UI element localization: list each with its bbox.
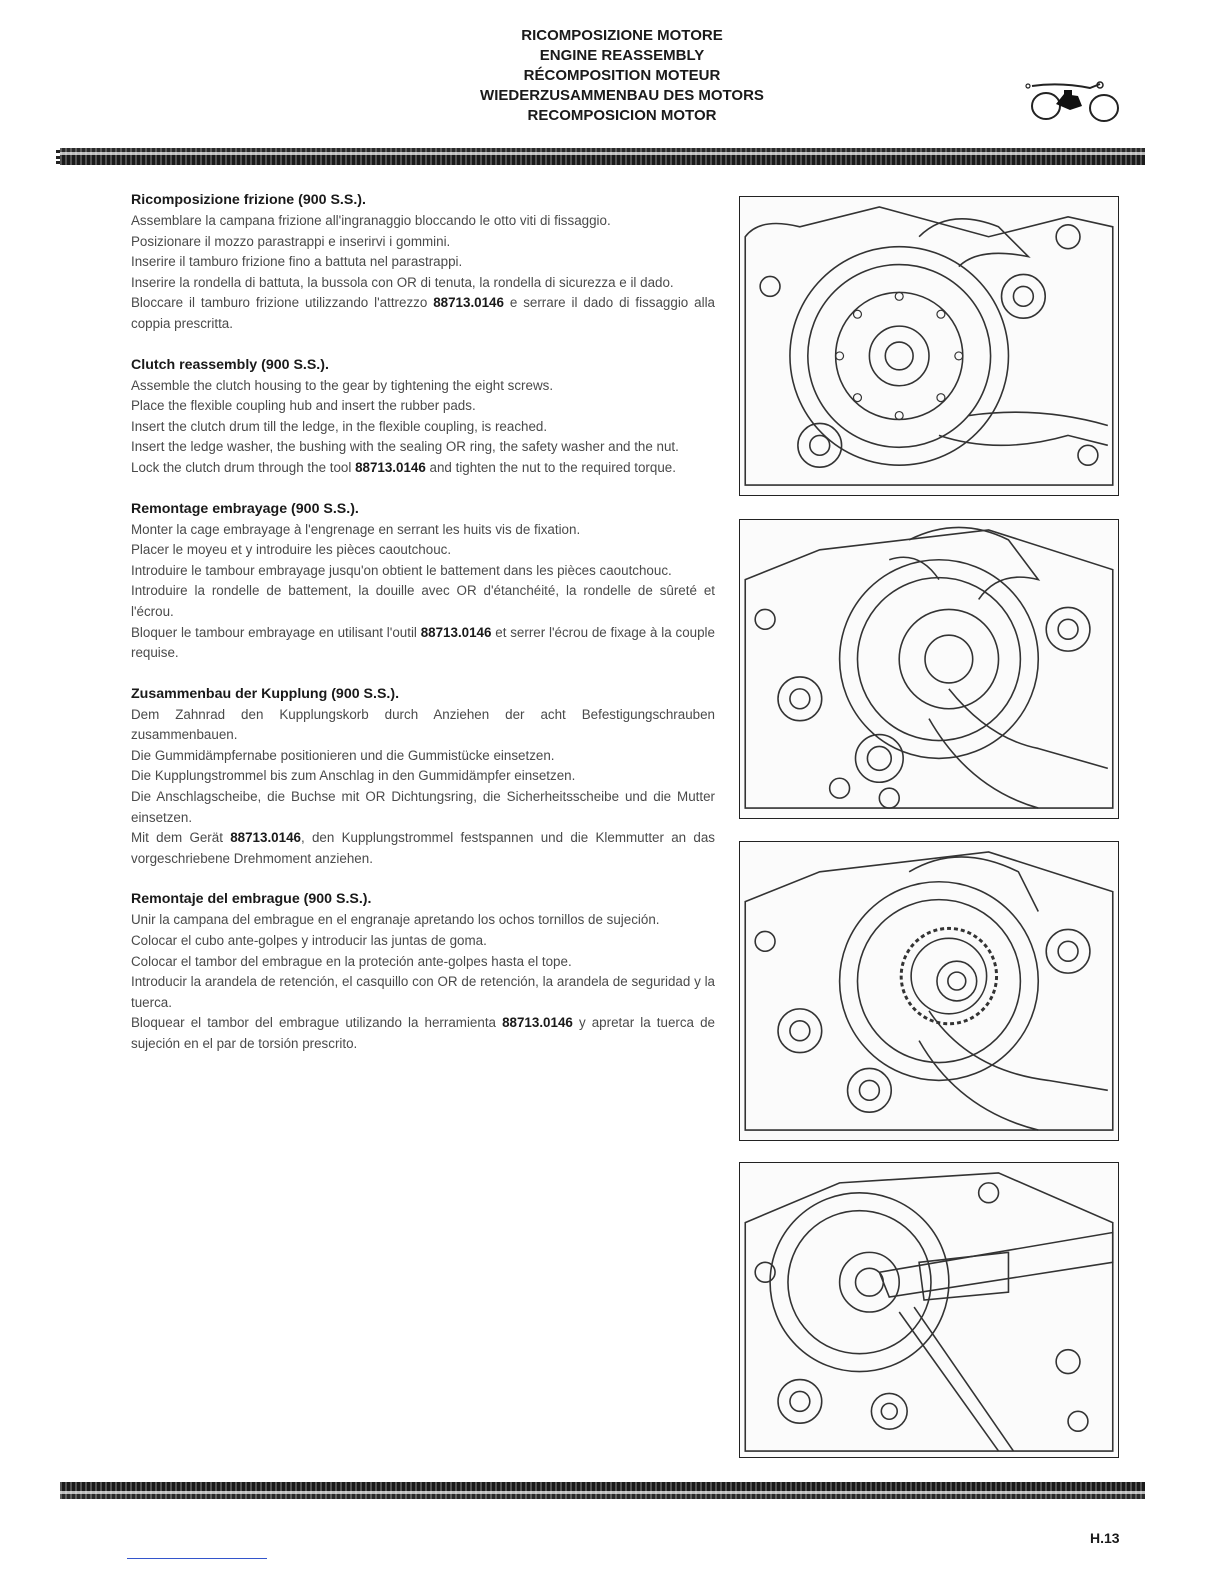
paragraph: Assemble the clutch housing to the gear by tightening the eight screws. [131, 377, 554, 393]
tool-code: 88713.0146 [230, 830, 301, 846]
section-title: Clutch reassembly (900 S.S.). [131, 356, 329, 373]
paragraph: Inserire il tamburo frizione fino a battuta nel parastrappi. [131, 254, 463, 270]
paragraph: Dem Zahnrad den Kupplungskorb durch Anziehen der acht Befestigungschrauben zusammenbauen. [131, 706, 715, 743]
paragraph: Monter la cage embrayage à l'engrenage en serrant les huits vis de fixation. [131, 521, 581, 537]
paragraph: Assemblare la campana frizione all'ingranaggio bloccando le otto viti di fissaggio. [131, 213, 611, 228]
paragraph: Die Anschlagscheibe, die Buchse mit OR Dichtungsring, die Sicherheitsscheibe und die Mutter einsetzen. [131, 789, 715, 825]
clutch-drum-gear-illustration [739, 841, 1119, 1141]
header-title-es: RECOMPOSICION MOTOR [527, 107, 717, 124]
paragraph: Introducir la arandela de retención, el casquillo con OR de retención, la arandela de seguridad y la tuerca. [131, 974, 715, 1010]
tool-code: 88713.0146 [355, 459, 426, 475]
text: Mit dem Gerät [131, 830, 231, 846]
paragraph: Colocar el tambor del embrague en la proteción ante-golpes hasta el tope. [131, 953, 572, 969]
text: Lock the clutch drum through the tool [131, 459, 356, 475]
paragraph [131, 293, 715, 334]
text: e serrare il dado di fissaggio alla coppia prescritta. [131, 295, 715, 331]
section-german [131, 684, 715, 870]
section-title: Zusammenbau der Kupplung (900 S.S.). [131, 685, 400, 702]
text: Bloquer le tambour embrayage en utilisant l'outil [131, 624, 421, 640]
paragraph: Die Gummidämpfernabe positionieren und die Gummistücke einsetzen. [131, 747, 555, 763]
paragraph: Placer le moyeu et y introduire les pièces caoutchouc. [131, 542, 452, 558]
header-title-fr: RÉCOMPOSITION MOTEUR [523, 67, 721, 84]
section-title: Ricomposizione frizione (900 S.S.). [131, 192, 366, 208]
link-underline [127, 1558, 267, 1559]
paragraph: Place the flexible coupling hub and insert the rubber pads. [131, 398, 476, 414]
header-title-it: RICOMPOSIZIONE MOTORE [521, 27, 723, 44]
paragraph [131, 1013, 715, 1054]
paragraph [131, 623, 715, 664]
section-title: Remontaje del embrague (900 S.S.). [131, 891, 372, 908]
paragraph: Insert the ledge washer, the bushing with the sealing OR ring, the safety washer and the nut. [131, 439, 679, 455]
clutch-housing-assembly-illustration [739, 196, 1119, 496]
paragraph: Unir la campana del embrague en el engranaje apretando los ochos tornillos de sujeción. [131, 912, 660, 928]
section-title: Remontage embrayage (900 S.S.). [131, 500, 359, 517]
section-spanish [131, 889, 715, 1054]
section-italian [131, 190, 715, 335]
header-rule [60, 148, 1145, 165]
footer-rule [60, 1482, 1145, 1499]
header-title-en: ENGINE REASSEMBLY [539, 47, 705, 64]
paragraph: Introduire le tambour embrayage jusqu'on obtient le battement dans les pièces caoutchouc. [131, 562, 672, 578]
paragraph [131, 458, 715, 479]
text: et serrer l'écrou de fixage à la couple requise. [131, 624, 715, 661]
clutch-hub-insertion-illustration [739, 519, 1119, 819]
text: y apretar la tuerca de sujeción en el par de torsión prescrito. [131, 1015, 715, 1051]
tool-code: 88713.0146 [420, 624, 492, 640]
text: , den Kupplungstrommel festspannen und die Klemmutter an das vorgeschriebene Drehmoment anziehen. [131, 830, 715, 866]
paragraph [131, 828, 715, 869]
instructions-column [131, 190, 715, 1075]
tool-code: 88713.0146 [502, 1015, 573, 1031]
paragraph: Posizionare il mozzo parastrappi e inserirvi i gommini. [131, 233, 451, 249]
paragraph: Colocar el cubo ante-golpes y introducir las juntas de goma. [131, 933, 487, 949]
clutch-nut-torque-wrench-illustration [739, 1162, 1119, 1458]
section-english [131, 355, 715, 479]
text: Bloquear el tambor del embrague utilizando la herramienta [131, 1015, 503, 1031]
paragraph: Insert the clutch drum till the ledge, in the flexible coupling, is reached. [131, 418, 548, 434]
motorcycle-engine-icon [1020, 80, 1124, 124]
section-french [131, 499, 715, 664]
page-number: H.13 [1090, 1530, 1120, 1546]
tool-code: 88713.0146 [433, 295, 504, 311]
paragraph: Die Kupplungstrommel bis zum Anschlag in den Gummidämpfer einsetzen. [131, 768, 576, 784]
text: Bloccare il tamburo frizione utilizzando l'attrezzo [131, 295, 434, 311]
paragraph: Inserire la rondella di battuta, la bussola con OR di tenuta, la rondella di sicurezza e il dado. [131, 274, 674, 290]
header-title-de: WIEDERZUSAMMENBAU DES MOTORS [480, 87, 764, 104]
paragraph: Introduire la rondelle de battement, la douille avec OR d'étanchéité, la rondelle de sûreté et l'écrou. [131, 583, 715, 619]
text: and tighten the nut to the required torque. [425, 459, 676, 475]
